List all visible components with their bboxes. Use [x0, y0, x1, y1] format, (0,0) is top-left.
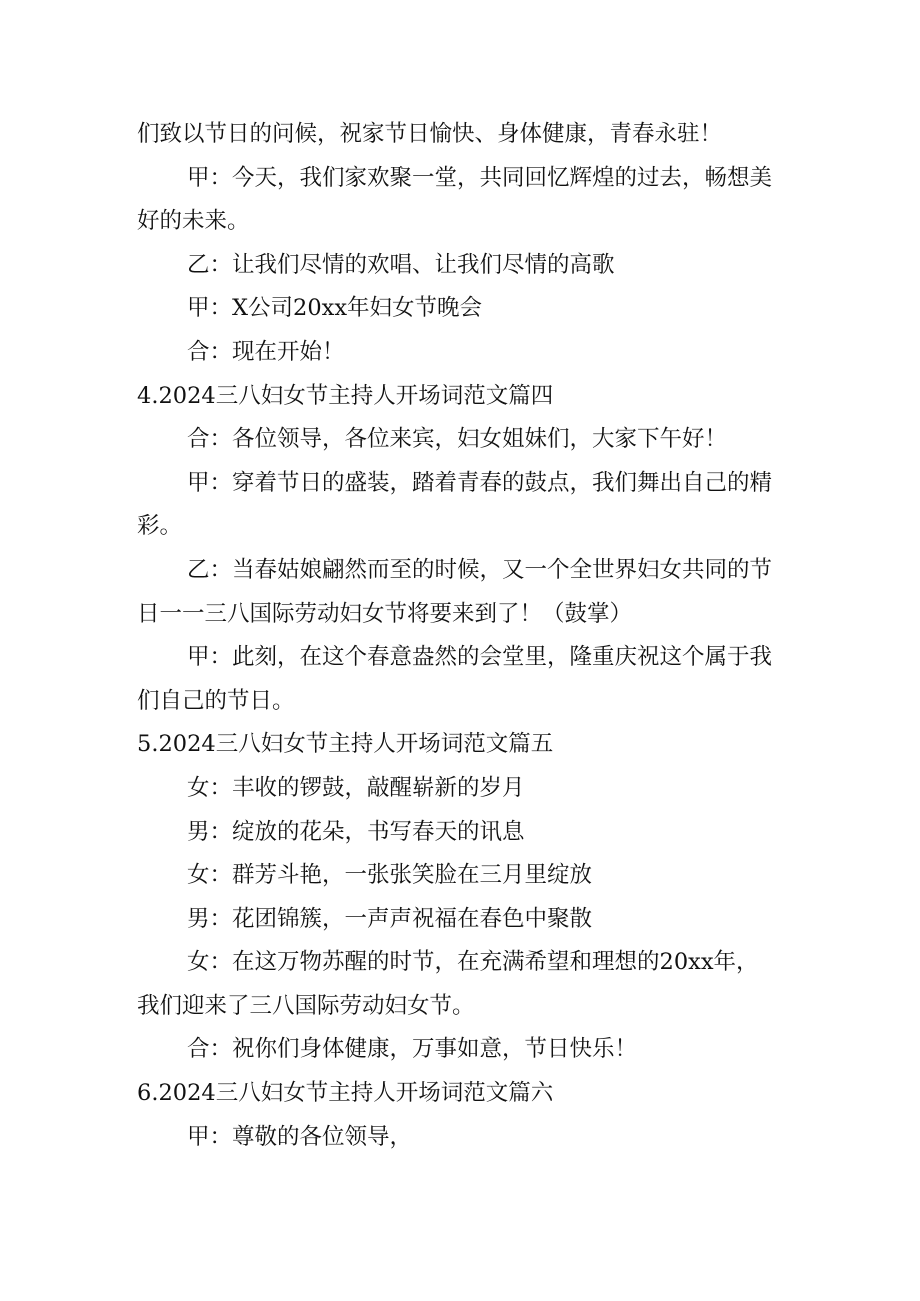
paragraph-line: 日一一三八国际劳动妇女节将要来到了！（鼓掌） [137, 600, 633, 627]
document-body [137, 113, 797, 1159]
paragraph-line: 们自己的节日。 [137, 687, 295, 714]
paragraph-line: 好的未来。 [137, 208, 250, 235]
paragraph-line: 甲：X公司20xx年妇女节晚会 [187, 295, 483, 322]
paragraph-line: 我们迎来了三八国际劳动妇女节。 [137, 992, 475, 1019]
section-heading: 6.2024三八妇女节主持人开场词范文篇六 [137, 1080, 554, 1107]
section-heading: 5.2024三八妇女节主持人开场词范文篇五 [137, 731, 554, 758]
paragraph-line: 甲：尊敬的各位领导， [187, 1123, 413, 1150]
paragraph-line: 男：花团锦簇，一声声祝福在春色中聚散 [187, 905, 593, 932]
paragraph-line: 男：绽放的花朵，书写春天的讯息 [187, 818, 525, 845]
paragraph-line: 乙：让我们尽情的欢唱、让我们尽情的高歌 [187, 251, 615, 278]
paragraph-line: 甲：此刻，在这个春意盎然的会堂里，隆重庆祝这个属于我 [187, 644, 773, 671]
paragraph-line: 合：各位领导，各位来宾，妇女姐妹们，大家下午好！ [187, 426, 728, 453]
paragraph-line: 甲：穿着节日的盛装，踏着青春的鼓点，我们舞出自己的精 [187, 469, 773, 496]
section-heading: 4.2024三八妇女节主持人开场词范文篇四 [137, 382, 554, 409]
paragraph-line: 女：丰收的锣鼓，敲醒崭新的岁月 [187, 774, 525, 801]
paragraph-line: 彩。 [137, 513, 183, 540]
paragraph-line: 女：在这万物苏醒的时节，在充满希望和理想的20xx年， [187, 949, 759, 976]
paragraph-line: 合：祝你们身体健康，万事如意，节日快乐！ [187, 1036, 638, 1063]
paragraph-line: 甲：今天，我们家欢聚一堂，共同回忆辉煌的过去，畅想美 [187, 164, 773, 191]
paragraph-line: 女：群芳斗艳，一张张笑脸在三月里绽放 [187, 862, 593, 889]
paragraph-line: 乙：当春姑娘翩然而至的时候，又一个全世界妇女共同的节 [187, 556, 773, 583]
paragraph-line: 们致以节日的问候，祝家节日愉快、身体健康，青春永驻！ [137, 121, 723, 147]
paragraph-line: 合：现在开始！ [187, 338, 345, 365]
